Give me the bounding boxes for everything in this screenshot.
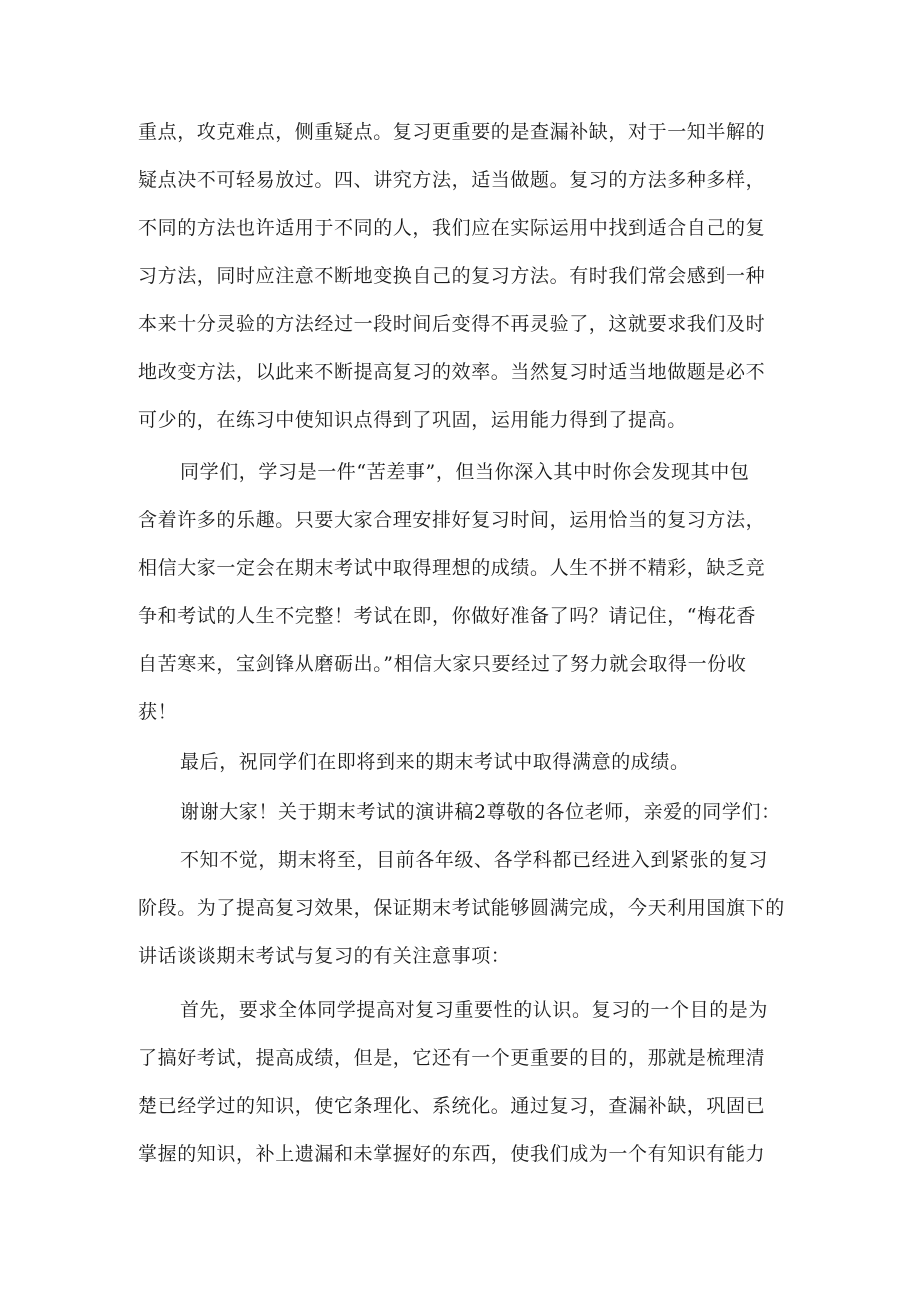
text-line: 可少的，在练习中使知识点得到了巩固，运用能力得到了提高。 [138,409,687,431]
paragraph-first-line: 首先，要求全体同学提高对复习重要性的认识。复习的一个目的是为 [180,999,769,1021]
paragraph-first-line: 谢谢大家！关于期末考试的演讲稿2尊敬的各位老师，亲爱的同学们： [180,801,781,823]
text-line: 阶段。为了提高复习效果，保证期末考试能够圆满完成，今天利用国旗下的 [138,897,785,919]
text-line: 不同的方法也许适用于不同的人，我们应在实际运用中找到适合自己的复 [138,217,766,239]
text-line: 自苦寒来，宝剑锋从磨砺出。”相信大家只要经过了努力就会取得一份收 [138,653,747,675]
text-line: 地改变方法，以此来不断提高复习的效率。当然复习时适当地做题是必不 [138,361,766,383]
text-line: 本来十分灵验的方法经过一段时间后变得不再灵验了，这就要求我们及时 [138,313,766,335]
text-line: 疑点决不可轻易放过。四、讲究方法，适当做题。复习的方法多种多样， [138,169,766,191]
paragraph-first-line: 不知不觉，期末将至，目前各年级、各学科都已经进入到紧张的复习 [180,849,769,871]
text-line: 掌握的知识，补上遗漏和未掌握好的东西，使我们成为一个有知识有能力 [138,1143,766,1165]
text-line: 了搞好考试，提高成绩，但是，它还有一个更重要的目的，那就是梳理清 [138,1047,766,1069]
text-line: 重点，攻克难点，侧重疑点。复习更重要的是查漏补缺，对于一知半解的 [138,121,766,143]
text-line: 讲话谈谈期末考试与复习的有关注意事项： [138,945,511,967]
text-line: 习方法，同时应注意不断地变换自己的复习方法。有时我们常会感到一种 [138,265,766,287]
text-line: 含着许多的乐趣。只要大家合理安排好复习时间，运用恰当的复习方法， [138,509,766,531]
text-line: 相信大家一定会在期末考试中取得理想的成绩。人生不拼不精彩，缺乏竞 [138,557,766,579]
paragraph-first-line: 同学们，学习是一件“苦差事”，但当你深入其中时你会发现其中包 [180,461,750,483]
text-line: 楚已经学过的知识，使它条理化、系统化。通过复习，查漏补缺，巩固已 [138,1095,766,1117]
text-line: 获！ [138,701,178,723]
paragraph-first-line: 最后，祝同学们在即将到来的期末考试中取得满意的成绩。 [180,751,690,773]
text-line: 争和考试的人生不完整！考试在即，你做好准备了吗？请记住，“梅花香 [138,605,756,627]
